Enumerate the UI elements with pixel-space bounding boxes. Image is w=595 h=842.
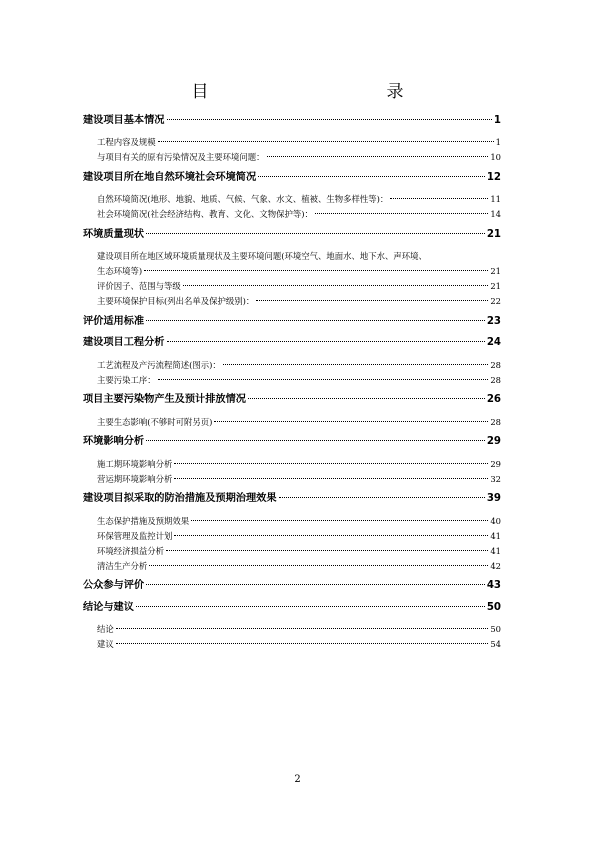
- toc-entry-page: 50: [486, 601, 501, 613]
- toc-subentry-label: 生态环境等): [97, 266, 143, 276]
- toc-subentry[interactable]: [83, 192, 501, 207]
- toc-subentry-label: 结论: [97, 624, 114, 634]
- toc-subentry-label: 环保管理及监控计划: [97, 530, 173, 541]
- toc-entry[interactable]: [83, 315, 501, 329]
- toc-entry-label: 建设项目工程分析: [83, 337, 165, 348]
- toc-subentry-page: 14: [490, 209, 501, 219]
- dot-leader: [149, 564, 488, 566]
- toc-entry-label: 环境影响分析: [83, 436, 145, 447]
- toc-subentry-page: 50: [490, 624, 501, 634]
- toc-subentry-label: 工艺流程及产污流程简述(图示)：: [97, 359, 221, 370]
- dot-leader: [223, 363, 489, 365]
- toc-entry-label: 建设项目拟采取的防治措施及预期治理效果: [83, 493, 277, 504]
- toc-subentry[interactable]: [83, 207, 501, 222]
- toc-entry-page: 43: [486, 580, 501, 591]
- dot-leader: [267, 155, 489, 157]
- toc-subentry-label: 工程内容及规模: [97, 137, 156, 147]
- toc-subentry[interactable]: [83, 249, 501, 279]
- toc-subentry-page: 42: [490, 560, 501, 571]
- toc-subentry-page: 22: [490, 296, 501, 306]
- toc-subentry-page: 32: [490, 473, 501, 484]
- toc-subentry-label: 评价因子、范围与等级: [97, 281, 181, 291]
- toc-subentry-label-line1: 建设项目所在地区域环境质量现状及主要环境问题(环境空气、地面水、地下水、声环境、: [97, 251, 427, 261]
- toc-subentry-page: 10: [490, 152, 501, 162]
- toc-subentry[interactable]: [83, 622, 501, 637]
- toc-subentry-label: 主要生态影响(不够时可附另页): [97, 416, 213, 427]
- dot-leader: [174, 534, 488, 536]
- toc-subentry-page: 29: [490, 458, 501, 469]
- toc-entry[interactable]: [83, 336, 501, 350]
- dot-leader: [191, 519, 488, 521]
- toc-entry-page: 29: [486, 436, 501, 447]
- toc-entry-label: 项目主要污染物产生及预计排放情况: [83, 394, 246, 405]
- toc-entry[interactable]: [83, 171, 501, 185]
- toc-entry-label: 评价适用标准: [83, 315, 145, 327]
- toc-subentry[interactable]: [83, 415, 501, 430]
- toc-entry-label: 公众参与评价: [83, 580, 145, 591]
- toc-subentry-page: 21: [490, 266, 501, 276]
- dot-leader: [258, 175, 485, 177]
- dot-leader: [174, 477, 488, 479]
- toc-entry[interactable]: [83, 579, 501, 593]
- toc-subentry[interactable]: [83, 150, 501, 165]
- toc-entry-page: 1: [493, 114, 501, 126]
- dot-leader: [248, 397, 485, 399]
- toc-subentry-label: 主要污染工序：: [97, 374, 156, 385]
- toc-entry-label: 建设项目基本情况: [83, 114, 165, 126]
- toc-subentry-label: 主要环境保护目标(列出名单及保护级别)：: [97, 296, 255, 306]
- toc-entry-label: 建设项目所在地自然环境社会环境简况: [83, 171, 257, 183]
- toc-subentry-page: 21: [490, 281, 501, 291]
- toc-subentry[interactable]: [83, 559, 501, 574]
- toc-subentry-page: 1: [495, 137, 501, 147]
- toc-entry-page: 26: [486, 394, 501, 405]
- dot-leader: [390, 197, 488, 199]
- toc-entry[interactable]: [83, 492, 501, 506]
- toc-entry[interactable]: [83, 393, 501, 407]
- dot-leader: [144, 269, 488, 271]
- toc-subentry-page: 28: [490, 416, 501, 427]
- table-of-contents: [83, 108, 501, 652]
- toc-subentry[interactable]: [83, 544, 501, 559]
- dot-leader: [279, 496, 485, 498]
- toc-entry[interactable]: [83, 601, 501, 615]
- dot-leader: [183, 284, 489, 286]
- toc-subentry-page: 28: [490, 359, 501, 370]
- toc-subentry-page: 11: [490, 194, 501, 204]
- toc-entry-label: 结论与建议: [83, 601, 134, 613]
- dot-leader: [158, 378, 489, 380]
- toc-subentry-label: 社会环境简况(社会经济结构、教育、文化、文物保护等)：: [97, 209, 313, 219]
- toc-subentry-page: 40: [490, 515, 501, 526]
- toc-subentry-label: 自然环境简况(地形、地貌、地质、气候、气象、水文、植被、生物多样性等)：: [97, 194, 389, 204]
- toc-subentry[interactable]: [83, 294, 501, 309]
- toc-entry[interactable]: [83, 435, 501, 449]
- toc-subentry[interactable]: [83, 472, 501, 487]
- dot-leader: [116, 642, 489, 644]
- dot-leader: [315, 212, 488, 214]
- toc-entry-page: 12: [486, 171, 501, 183]
- dot-leader: [158, 140, 494, 142]
- page-number: 2: [294, 774, 301, 785]
- toc-subentry-label: 营运期环境影响分析: [97, 473, 173, 484]
- toc-subentry[interactable]: [83, 637, 501, 652]
- dot-leader: [146, 319, 485, 321]
- toc-entry-page: 39: [486, 493, 501, 504]
- toc-entry-page: 24: [486, 337, 501, 348]
- dot-leader: [146, 232, 485, 234]
- toc-subentry[interactable]: [83, 457, 501, 472]
- toc-subentry-page: 41: [490, 530, 501, 541]
- toc-subentry-label: 与项目有关的原有污染情况及主要环境问题：: [97, 152, 265, 162]
- dot-leader: [146, 439, 485, 441]
- toc-entry-label: 环境质量现状: [83, 228, 145, 240]
- toc-subentry-page: 28: [490, 374, 501, 385]
- toc-subentry-label: 建议: [97, 639, 114, 649]
- dot-leader: [166, 549, 488, 551]
- toc-subentry[interactable]: [83, 358, 501, 373]
- toc-subentry[interactable]: [83, 373, 501, 388]
- toc-subentry[interactable]: [83, 529, 501, 544]
- toc-subentry[interactable]: [83, 279, 501, 294]
- toc-subentry-label: 清洁生产分析: [97, 560, 148, 571]
- toc-subentry[interactable]: [83, 135, 501, 150]
- dot-leader: [116, 627, 489, 629]
- dot-leader: [174, 462, 488, 464]
- dot-leader: [146, 583, 485, 585]
- dot-leader: [167, 118, 492, 120]
- toc-entry-page: 21: [486, 228, 501, 240]
- toc-subentry-label: 生态保护措施及预期效果: [97, 515, 190, 526]
- toc-subentry-label: 环境经济损益分析: [97, 545, 164, 556]
- toc-subentry-label: 施工期环境影响分析: [97, 458, 173, 469]
- toc-subentry-page: 41: [490, 545, 501, 556]
- toc-entry-page: 23: [486, 315, 501, 327]
- toc-entry[interactable]: [83, 228, 501, 242]
- dot-leader: [256, 299, 488, 301]
- dot-leader: [136, 605, 485, 607]
- toc-subentry-page: 54: [490, 639, 501, 649]
- dot-leader: [214, 420, 488, 422]
- toc-subentry[interactable]: [83, 514, 501, 529]
- page-title: 目 录: [191, 82, 452, 102]
- dot-leader: [167, 340, 485, 342]
- toc-entry[interactable]: [83, 114, 501, 128]
